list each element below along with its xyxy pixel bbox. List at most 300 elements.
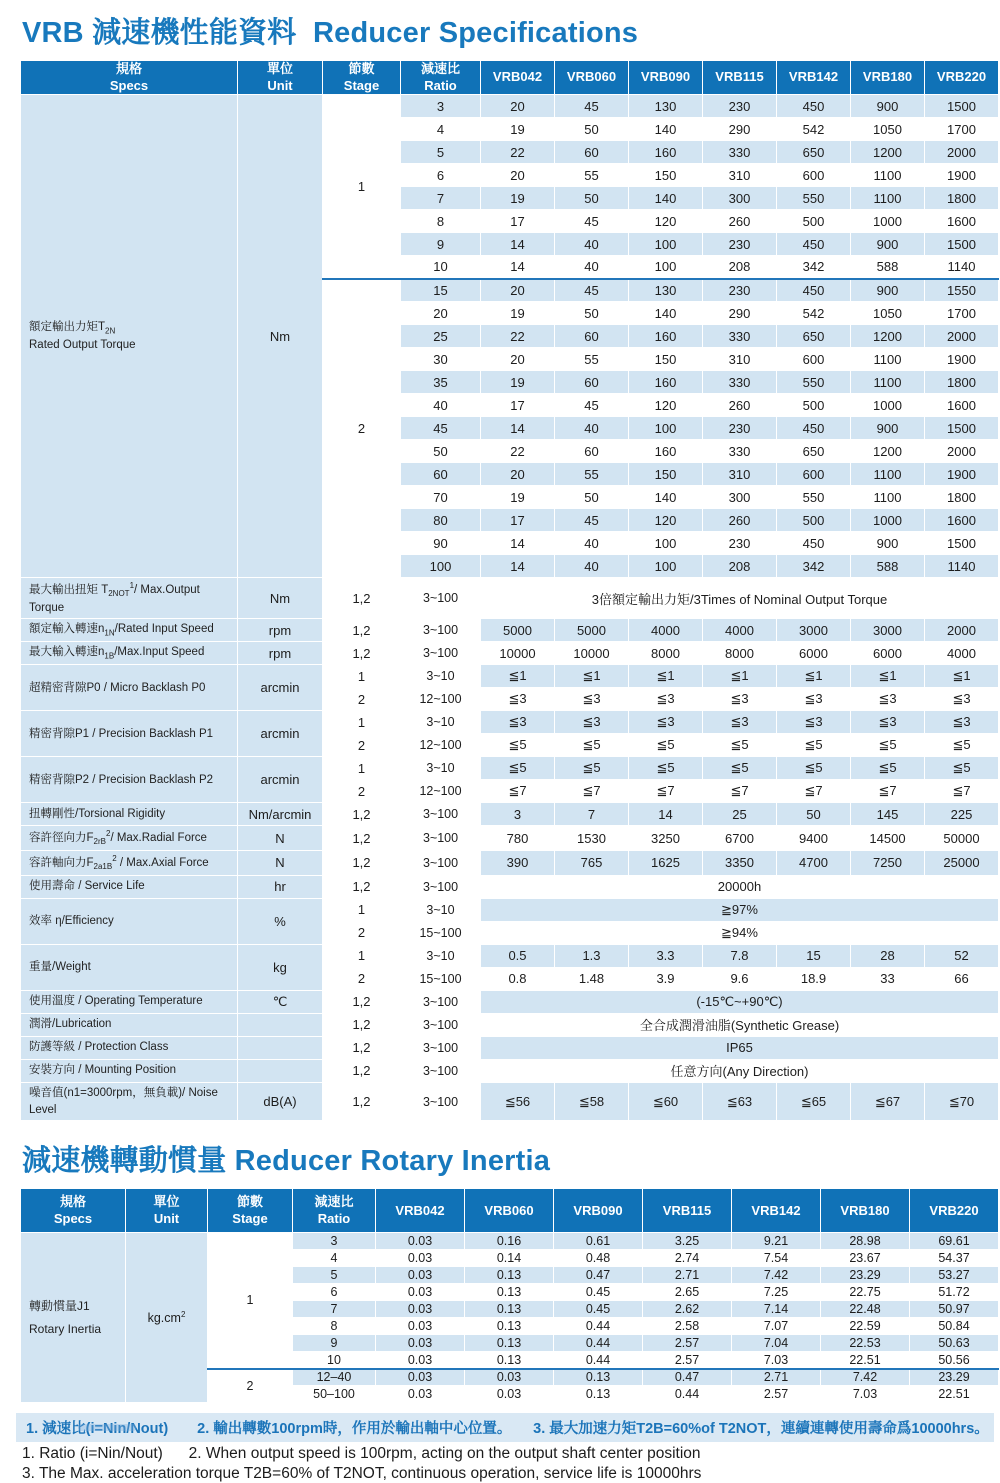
value-cell: ≦7	[629, 780, 703, 803]
value-cell: 22	[481, 141, 555, 164]
value-cell: 45	[555, 394, 629, 417]
value-cell: 100	[629, 417, 703, 440]
value-cell: 28	[851, 944, 925, 967]
value-cell: 330	[703, 325, 777, 348]
service-life-label: 使用壽命 / Service Life	[21, 875, 238, 898]
ratio-cell: 7	[401, 187, 481, 210]
value-cell: 600	[777, 348, 851, 371]
footnote-zh: 1. 減速比(i=Nin/Nout) 2. 輸出轉數100rpm時，作用於輸出軸中心位置。 3. 最大加速力矩T2B=60%of T2NOT，連續連轉使用壽命爲10000hrs。	[16, 1413, 994, 1442]
value-cell: 0.13	[465, 1352, 554, 1369]
value-cell: 54.37	[910, 1250, 999, 1267]
ratio-cell: 15~100	[401, 967, 481, 990]
value-cell: 22.51	[821, 1352, 910, 1369]
value-cell: 100	[629, 555, 703, 578]
precision-backlash-p2-unit: arcmin	[238, 757, 323, 803]
value-cell: 0.13	[465, 1335, 554, 1352]
value-cell: ≦1	[629, 665, 703, 688]
value-cell: 60	[555, 371, 629, 394]
value-cell: 14	[481, 256, 555, 279]
value-cell: 765	[555, 851, 629, 876]
value-cell: 0.16	[465, 1233, 554, 1250]
table-row	[21, 95, 999, 118]
table-row	[21, 990, 999, 1013]
stage-cell: 1	[323, 665, 401, 688]
table-row	[21, 1013, 999, 1036]
value-cell: 0.13	[465, 1267, 554, 1284]
ratio-cell: 20	[401, 302, 481, 325]
value-cell: 342	[777, 256, 851, 279]
value-cell: ≦7	[851, 780, 925, 803]
value-cell: 4700	[777, 851, 851, 876]
value-cell: 50	[777, 803, 851, 826]
value-cell: 0.03	[376, 1369, 465, 1386]
rated-output-torque-unit: Nm	[238, 95, 323, 578]
service-life-unit: hr	[238, 875, 323, 898]
table-row	[21, 1036, 999, 1059]
stage-cell: 1	[208, 1233, 293, 1369]
value-cell: 2.62	[643, 1301, 732, 1318]
value-cell: 310	[703, 463, 777, 486]
value-cell: 9.6	[703, 967, 777, 990]
lubrication-label: 潤滑/Lubrication	[21, 1013, 238, 1036]
col-header-ratio: 減速比 Ratio	[293, 1189, 376, 1233]
operating-temperature-span-value: (-15℃~+90℃)	[481, 990, 999, 1013]
value-cell: ≦1	[555, 665, 629, 688]
value-cell: 5000	[481, 619, 555, 642]
value-cell: ≦7	[703, 780, 777, 803]
value-cell: 0.03	[376, 1250, 465, 1267]
value-cell: 0.48	[554, 1250, 643, 1267]
value-cell: 50	[555, 118, 629, 141]
value-cell: 40	[555, 233, 629, 256]
value-cell: 55	[555, 348, 629, 371]
value-cell: 45	[555, 509, 629, 532]
col-header-ratio: 減速比 Ratio	[401, 61, 481, 95]
stage-cell: 1	[323, 898, 401, 921]
value-cell: 50.84	[910, 1318, 999, 1335]
value-cell: 7.03	[732, 1352, 821, 1369]
value-cell: 290	[703, 118, 777, 141]
value-cell: 9400	[777, 826, 851, 851]
max-output-torque-label: 最大輸出扭矩 $T_{2NOT}^1/$ Max.Output Torque	[21, 578, 238, 619]
ratio-cell: 30	[401, 348, 481, 371]
value-cell: 1100	[851, 348, 925, 371]
value-cell: 310	[703, 164, 777, 187]
value-cell: 2.57	[732, 1386, 821, 1403]
value-cell: 0.13	[554, 1369, 643, 1386]
ratio-cell: 3~100	[401, 578, 481, 619]
value-cell: 14	[629, 803, 703, 826]
value-cell: 1100	[851, 463, 925, 486]
value-cell: 8000	[703, 642, 777, 665]
value-cell: 7.04	[732, 1335, 821, 1352]
value-cell: 2000	[925, 325, 999, 348]
value-cell: 390	[481, 851, 555, 876]
value-cell: ≦1	[925, 665, 999, 688]
value-cell: ≦5	[777, 757, 851, 780]
value-cell: 50000	[925, 826, 999, 851]
efficiency-span-value: ≧94%	[481, 921, 999, 944]
stage-cell: 1,2	[323, 990, 401, 1013]
table-row	[21, 826, 999, 851]
value-cell: ≦63	[703, 1082, 777, 1120]
ratio-cell: 12~100	[401, 688, 481, 711]
value-cell: 20	[481, 348, 555, 371]
value-cell: ≦5	[925, 734, 999, 757]
noise-level-label: 噪音值(n1=3000rpm，無負載)/ Noise Level	[21, 1082, 238, 1120]
table-row	[21, 875, 999, 898]
value-cell: 900	[851, 233, 925, 256]
value-cell: 2.74	[643, 1250, 732, 1267]
value-cell: 300	[703, 187, 777, 210]
value-cell: 588	[851, 555, 925, 578]
col-header-specs: 規格 Specs	[21, 1189, 126, 1233]
col-header-model: VRB115	[643, 1189, 732, 1233]
value-cell: 160	[629, 440, 703, 463]
value-cell: ≦3	[777, 688, 851, 711]
value-cell: 23.29	[910, 1369, 999, 1386]
value-cell: 260	[703, 210, 777, 233]
value-cell: 1500	[925, 233, 999, 256]
max-output-torque-span-value: 3倍額定輸出力矩/3Times of Nominal Output Torque	[481, 578, 999, 619]
value-cell: 14	[481, 417, 555, 440]
value-cell: 900	[851, 532, 925, 555]
value-cell: 2000	[925, 619, 999, 642]
header-row	[21, 61, 999, 95]
value-cell: 1900	[925, 463, 999, 486]
value-cell: 0.03	[376, 1335, 465, 1352]
value-cell: 7.03	[821, 1386, 910, 1403]
stage-cell: 2	[323, 688, 401, 711]
value-cell: 542	[777, 118, 851, 141]
ratio-cell: 6	[401, 164, 481, 187]
value-cell: 8000	[629, 642, 703, 665]
value-cell: 330	[703, 440, 777, 463]
value-cell: 4000	[925, 642, 999, 665]
value-cell: 20	[481, 463, 555, 486]
stage-cell: 1,2	[323, 875, 401, 898]
value-cell: 52	[925, 944, 999, 967]
rotary-inertia-table	[20, 1188, 999, 1403]
service-life-span-value: 20000h	[481, 875, 999, 898]
col-header-model: VRB220	[910, 1189, 999, 1233]
ratio-cell: 8	[293, 1318, 376, 1335]
value-cell: ≦5	[851, 734, 925, 757]
value-cell: 1000	[851, 509, 925, 532]
value-cell: 23.29	[821, 1267, 910, 1284]
value-cell: 1100	[851, 371, 925, 394]
stage-cell: 1	[323, 95, 401, 279]
value-cell: 6700	[703, 826, 777, 851]
max-input-speed-unit: rpm	[238, 642, 323, 665]
value-cell: 10000	[481, 642, 555, 665]
value-cell: 28.98	[821, 1233, 910, 1250]
value-cell: ≦3	[555, 711, 629, 734]
value-cell: 22.59	[821, 1318, 910, 1335]
value-cell: 290	[703, 302, 777, 325]
operating-temperature-label: 使用溫度 / Operating Temperature	[21, 990, 238, 1013]
value-cell: 3.25	[643, 1233, 732, 1250]
ratio-cell: 3	[401, 95, 481, 118]
max-axial-force-label: 容許軸向力$F_{2a1B}^2$ / Max.Axial Force	[21, 851, 238, 876]
value-cell: 1050	[851, 118, 925, 141]
ratio-cell: 3~10	[401, 898, 481, 921]
precision-backlash-p1-unit: arcmin	[238, 711, 323, 757]
ratio-cell: 35	[401, 371, 481, 394]
value-cell: 7.14	[732, 1301, 821, 1318]
stage-cell: 2	[323, 734, 401, 757]
micro-backlash-p0-unit: arcmin	[238, 665, 323, 711]
value-cell: 40	[555, 256, 629, 279]
col-header-model: VRB042	[376, 1189, 465, 1233]
value-cell: 1600	[925, 394, 999, 417]
value-cell: 14	[481, 233, 555, 256]
value-cell: 40	[555, 555, 629, 578]
value-cell: 140	[629, 302, 703, 325]
col-header-model: VRB060	[465, 1189, 554, 1233]
value-cell: ≦7	[555, 780, 629, 803]
value-cell: ≦5	[629, 734, 703, 757]
value-cell: 1500	[925, 532, 999, 555]
value-cell: 1.48	[555, 967, 629, 990]
ratio-cell: 4	[293, 1250, 376, 1267]
value-cell: 0.03	[376, 1284, 465, 1301]
max-axial-force-unit: N	[238, 851, 323, 876]
value-cell: 2000	[925, 440, 999, 463]
col-header-model: VRB090	[629, 61, 703, 95]
table-row	[21, 1082, 999, 1120]
value-cell: 0.03	[376, 1318, 465, 1335]
protection-class-unit	[238, 1036, 323, 1059]
ratio-cell: 3~100	[401, 642, 481, 665]
max-output-torque-unit: Nm	[238, 578, 323, 619]
value-cell: 0.44	[554, 1335, 643, 1352]
value-cell: 19	[481, 486, 555, 509]
stage-cell: 2	[323, 967, 401, 990]
ratio-cell: 15~100	[401, 921, 481, 944]
value-cell: 1200	[851, 141, 925, 164]
value-cell: 7.07	[732, 1318, 821, 1335]
value-cell: 3.9	[629, 967, 703, 990]
value-cell: 330	[703, 371, 777, 394]
value-cell: 600	[777, 164, 851, 187]
stage-cell: 1,2	[323, 1082, 401, 1120]
value-cell: 14500	[851, 826, 925, 851]
ratio-cell: 3~10	[401, 711, 481, 734]
value-cell: 1800	[925, 371, 999, 394]
operating-temperature-unit: ℃	[238, 990, 323, 1013]
value-cell: 3000	[851, 619, 925, 642]
stage-cell: 2	[323, 279, 401, 578]
col-header-model: VRB060	[555, 61, 629, 95]
value-cell: 7.25	[732, 1284, 821, 1301]
footnote-en-2: 3. The Max. acceleration torque T2B=60% of T2NOT, continuous operation, service life is 10000hrs	[22, 1465, 702, 1483]
value-cell: 300	[703, 486, 777, 509]
lubrication-span-value: 全合成潤滑油脂(Synthetic Grease)	[481, 1013, 999, 1036]
value-cell: 0.44	[554, 1318, 643, 1335]
value-cell: ≦5	[481, 734, 555, 757]
value-cell: ≦3	[777, 711, 851, 734]
value-cell: 1200	[851, 325, 925, 348]
value-cell: ≦67	[851, 1082, 925, 1120]
value-cell: 230	[703, 532, 777, 555]
value-cell: 1600	[925, 509, 999, 532]
ratio-cell: 60	[401, 463, 481, 486]
value-cell: ≦5	[777, 734, 851, 757]
value-cell: 20	[481, 279, 555, 302]
value-cell: 60	[555, 325, 629, 348]
ratio-cell: 10	[401, 256, 481, 279]
table-row	[21, 642, 999, 665]
value-cell: 542	[777, 302, 851, 325]
ratio-cell: 10	[293, 1352, 376, 1369]
value-cell: 7	[555, 803, 629, 826]
value-cell: 53.27	[910, 1267, 999, 1284]
value-cell: 0.03	[376, 1352, 465, 1369]
value-cell: 1100	[851, 486, 925, 509]
value-cell: ≦3	[703, 711, 777, 734]
value-cell: 7.8	[703, 944, 777, 967]
value-cell: 22.53	[821, 1335, 910, 1352]
value-cell: 4000	[703, 619, 777, 642]
value-cell: 0.45	[554, 1284, 643, 1301]
value-cell: 0.47	[643, 1369, 732, 1386]
stage-cell: 2	[323, 780, 401, 803]
ratio-cell: 3~100	[401, 826, 481, 851]
value-cell: 40	[555, 532, 629, 555]
value-cell: 342	[777, 555, 851, 578]
stage-cell: 2	[323, 921, 401, 944]
value-cell: 19	[481, 371, 555, 394]
ratio-cell: 3~100	[401, 1082, 481, 1120]
ratio-cell: 3~100	[401, 619, 481, 642]
max-input-speed-label: 最大輸入轉速$n_{1B}/Max.Input$ Speed	[21, 642, 238, 665]
stage-cell: 1,2	[323, 851, 401, 876]
value-cell: 1700	[925, 302, 999, 325]
value-cell: ≦70	[925, 1082, 999, 1120]
stage-cell: 1,2	[323, 642, 401, 665]
value-cell: 0.03	[376, 1301, 465, 1318]
value-cell: 14	[481, 555, 555, 578]
value-cell: 450	[777, 532, 851, 555]
rated-input-speed-label: 額定輸入轉速$n_{1N}$/Rated Input Speed	[21, 619, 238, 642]
value-cell: 2.71	[643, 1267, 732, 1284]
value-cell: 260	[703, 509, 777, 532]
value-cell: 15	[777, 944, 851, 967]
value-cell: ≦7	[481, 780, 555, 803]
precision-backlash-p2-label: 精密背隙P2 / Precision Backlash P2	[21, 757, 238, 803]
value-cell: 550	[777, 486, 851, 509]
value-cell: 9.21	[732, 1233, 821, 1250]
value-cell: 69.61	[910, 1233, 999, 1250]
value-cell: 100	[629, 532, 703, 555]
value-cell: 1140	[925, 256, 999, 279]
value-cell: 225	[925, 803, 999, 826]
value-cell: 1000	[851, 210, 925, 233]
col-header-unit: 單位 Unit	[126, 1189, 208, 1233]
value-cell: 0.03	[376, 1233, 465, 1250]
value-cell: 230	[703, 417, 777, 440]
ratio-cell: 5	[293, 1267, 376, 1284]
value-cell: 14	[481, 532, 555, 555]
value-cell: ≦3	[629, 688, 703, 711]
value-cell: 780	[481, 826, 555, 851]
value-cell: 0.14	[465, 1250, 554, 1267]
value-cell: ≦1	[851, 665, 925, 688]
table-row	[21, 619, 999, 642]
ratio-cell: 5	[401, 141, 481, 164]
value-cell: ≦3	[481, 711, 555, 734]
value-cell: 19	[481, 187, 555, 210]
value-cell: 230	[703, 95, 777, 118]
value-cell: 0.44	[554, 1352, 643, 1369]
table-row	[21, 665, 999, 688]
value-cell: 17	[481, 394, 555, 417]
value-cell: 1050	[851, 302, 925, 325]
value-cell: 1140	[925, 555, 999, 578]
ratio-cell: 3~10	[401, 665, 481, 688]
table-row	[21, 944, 999, 967]
value-cell: 1900	[925, 164, 999, 187]
value-cell: 33	[851, 967, 925, 990]
inertia-title: 減速機轉動慣量 Reducer Rotary Inertia	[22, 1145, 551, 1178]
value-cell: 900	[851, 95, 925, 118]
stage-cell: 1,2	[323, 826, 401, 851]
value-cell: ≦5	[481, 757, 555, 780]
protection-class-span-value: IP65	[481, 1036, 999, 1059]
col-header-unit: 單位 Unit	[238, 61, 323, 95]
noise-level-unit: dB(A)	[238, 1082, 323, 1120]
value-cell: 650	[777, 141, 851, 164]
ratio-cell: 9	[293, 1335, 376, 1352]
col-header-model: VRB180	[821, 1189, 910, 1233]
value-cell: 2.57	[643, 1352, 732, 1369]
value-cell: 1000	[851, 394, 925, 417]
value-cell: 310	[703, 348, 777, 371]
value-cell: 1700	[925, 118, 999, 141]
value-cell: ≦3	[481, 688, 555, 711]
protection-class-label: 防護等級 / Protection Class	[21, 1036, 238, 1059]
col-header-model: VRB180	[851, 61, 925, 95]
value-cell: 230	[703, 233, 777, 256]
ratio-cell: 40	[401, 394, 481, 417]
value-cell: 130	[629, 279, 703, 302]
max-radial-force-label: 容許徑向力$F_{2rB}^2/$ Max.Radial Force	[21, 826, 238, 851]
value-cell: 22.51	[910, 1386, 999, 1403]
value-cell: 208	[703, 256, 777, 279]
value-cell: ≦3	[851, 711, 925, 734]
value-cell: ≦3	[851, 688, 925, 711]
value-cell: 51.72	[910, 1284, 999, 1301]
stage-cell: 1,2	[323, 1036, 401, 1059]
col-header-model: VRB142	[777, 61, 851, 95]
value-cell: 550	[777, 187, 851, 210]
value-cell: 50	[555, 486, 629, 509]
value-cell: 100	[629, 233, 703, 256]
col-header-stage: 節數 Stage	[323, 61, 401, 95]
ratio-cell: 3~100	[401, 875, 481, 898]
stage-cell: 1	[323, 711, 401, 734]
value-cell: 23.67	[821, 1250, 910, 1267]
value-cell: 45	[555, 95, 629, 118]
value-cell: 0.03	[376, 1267, 465, 1284]
value-cell: 60	[555, 141, 629, 164]
value-cell: 120	[629, 394, 703, 417]
value-cell: 230	[703, 279, 777, 302]
value-cell: 1200	[851, 440, 925, 463]
value-cell: 7.42	[821, 1369, 910, 1386]
value-cell: 3250	[629, 826, 703, 851]
